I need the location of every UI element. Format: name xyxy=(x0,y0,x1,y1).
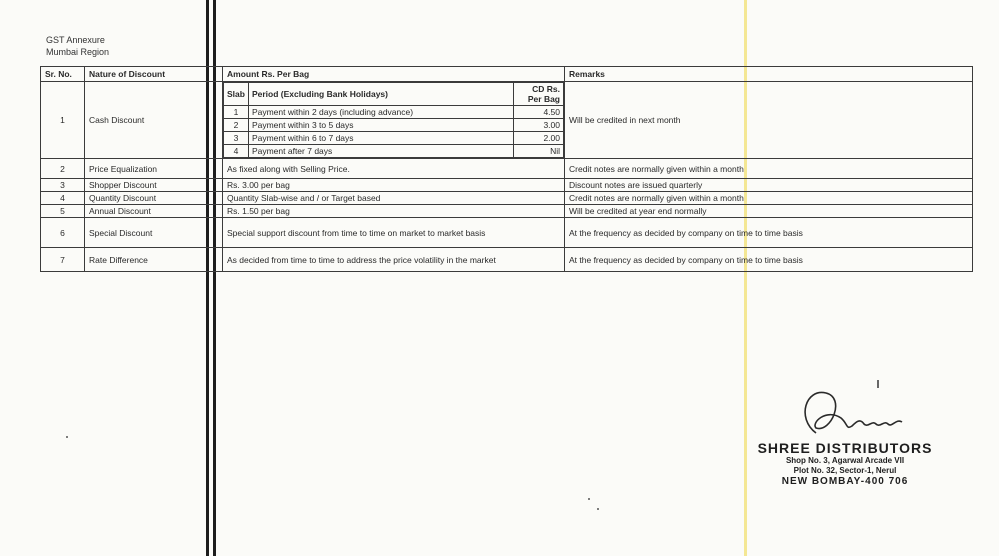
row-amount: Rs. 1.50 per bag xyxy=(223,205,565,218)
table-row xyxy=(41,179,973,192)
row-amount: Quantity Slab-wise and / or Target based xyxy=(223,192,565,205)
table-row xyxy=(41,218,973,248)
slab-period: Payment after 7 days xyxy=(248,145,513,158)
scan-speck xyxy=(588,498,590,500)
table-row-cash-discount xyxy=(41,82,973,159)
row-nature: Price Equalization xyxy=(85,159,223,179)
row-remarks: Will be credited in next month xyxy=(565,82,973,159)
stamp-address-line2: Plot No. 32, Sector-1, Nerul xyxy=(793,466,897,475)
row-nature: Rate Difference xyxy=(85,248,223,272)
rate-header: CD Rs. Per Bag xyxy=(514,83,564,106)
col-header-remarks: Remarks xyxy=(565,67,973,82)
col-header-nature: Nature of Discount xyxy=(85,67,223,82)
row-nature: Quantity Discount xyxy=(85,192,223,205)
slab-period: Payment within 2 days (including advance) xyxy=(248,106,513,119)
row-sr: 4 xyxy=(41,192,85,205)
period-header: Period (Excluding Bank Holidays) xyxy=(248,83,513,106)
row-remarks: Credit notes are normally given within a month xyxy=(565,159,973,179)
slab-number: 2 xyxy=(224,119,249,132)
row-sr: 1 xyxy=(41,82,85,159)
slab-number: 4 xyxy=(224,145,249,158)
row-nature: Cash Discount xyxy=(85,82,223,159)
slab-header-row xyxy=(224,83,564,106)
scan-speck xyxy=(597,508,599,510)
col-header-sr-no: Sr. No. xyxy=(41,67,85,82)
slab-header: Slab xyxy=(224,83,249,106)
slab-row xyxy=(224,119,564,132)
col-header-amount: Amount Rs. Per Bag xyxy=(223,67,565,82)
slab-number: 1 xyxy=(224,106,249,119)
stamp-company-name: SHREE DISTRIBUTORS xyxy=(757,440,933,456)
slab-rate: 4.50 xyxy=(514,106,564,119)
signature-scribble xyxy=(786,378,936,448)
slab-rate: 3.00 xyxy=(514,119,564,132)
scan-speck xyxy=(66,436,68,438)
company-stamp xyxy=(740,440,950,487)
row-amount: Rs. 3.00 per bag xyxy=(223,179,565,192)
slab-period: Payment within 6 to 7 days xyxy=(248,132,513,145)
row-sr: 3 xyxy=(41,179,85,192)
row-sr: 2 xyxy=(41,159,85,179)
cash-discount-slab-cell xyxy=(223,82,565,159)
slab-row xyxy=(224,145,564,158)
row-remarks: Discount notes are issued quarterly xyxy=(565,179,973,192)
table-row xyxy=(41,248,973,272)
stamp-address-line1: Shop No. 3, Agarwal Arcade VII xyxy=(785,456,905,465)
row-remarks: Will be credited at year end normally xyxy=(565,205,973,218)
row-amount: As fixed along with Selling Price. xyxy=(223,159,565,179)
row-sr: 7 xyxy=(41,248,85,272)
header-title: GST Annexure xyxy=(46,35,105,45)
table-row xyxy=(41,205,973,218)
slab-rate: 2.00 xyxy=(514,132,564,145)
slab-rate: Nil xyxy=(514,145,564,158)
row-remarks: At the frequency as decided by company on time to time basis xyxy=(565,218,973,248)
row-amount: As decided from time to time to address the price volatility in the market xyxy=(223,248,565,272)
stamp-city: NEW BOMBAY-400 706 xyxy=(781,476,909,487)
discount-table xyxy=(40,66,973,272)
slab-number: 3 xyxy=(224,132,249,145)
header-region: Mumbai Region xyxy=(46,47,110,57)
row-nature: Special Discount xyxy=(85,218,223,248)
slab-row xyxy=(224,132,564,145)
row-nature: Shopper Discount xyxy=(85,179,223,192)
table-header-row xyxy=(41,67,973,82)
slab-table xyxy=(223,82,564,158)
row-amount: Special support discount from time to time on market to market basis xyxy=(223,218,565,248)
slab-period: Payment within 3 to 5 days xyxy=(248,119,513,132)
table-row xyxy=(41,192,973,205)
row-sr: 6 xyxy=(41,218,85,248)
row-remarks: Credit notes are normally given within a month xyxy=(565,192,973,205)
row-remarks: At the frequency as decided by company on time to time basis xyxy=(565,248,973,272)
document-header xyxy=(46,34,109,58)
row-nature: Annual Discount xyxy=(85,205,223,218)
table-row xyxy=(41,159,973,179)
slab-row xyxy=(224,106,564,119)
row-sr: 5 xyxy=(41,205,85,218)
